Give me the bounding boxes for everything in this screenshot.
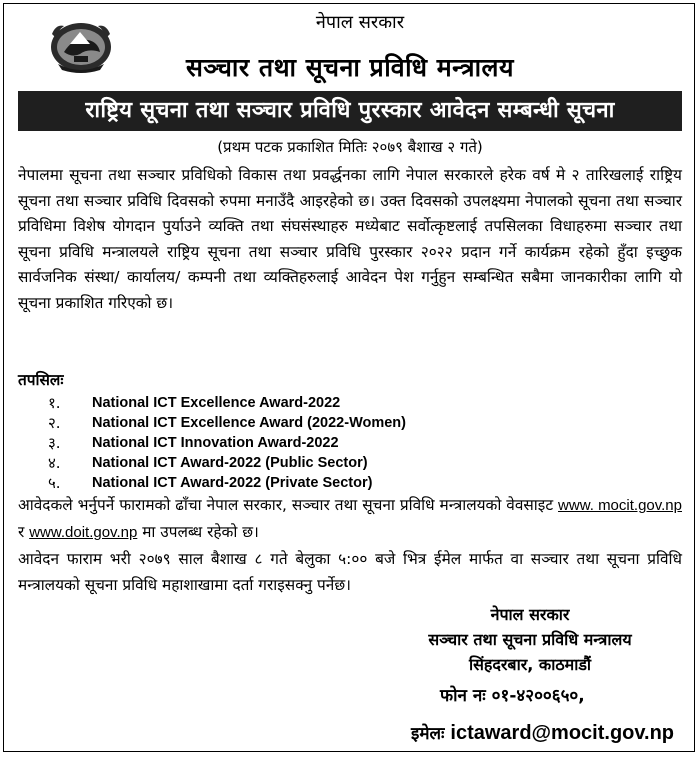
award-title: National ICT Innovation Award-2022 (92, 435, 339, 451)
award-number: ५. (48, 474, 61, 492)
phone-line (440, 683, 585, 706)
award-number: ४. (48, 454, 61, 472)
award-title: National ICT Award-2022 (Private Sector) (92, 475, 373, 491)
list-item (48, 433, 668, 453)
list-item (48, 393, 668, 413)
list-item (48, 453, 668, 473)
email-line (411, 721, 674, 745)
form-info-paragraph (18, 492, 682, 546)
list-item (48, 413, 668, 433)
form-info-text: आवेदकले भर्नुपर्ने फारामको ढाँचा नेपाल सरकार, सञ्चार तथा सूचना प्रविधि मन्त्रालयको वेवसाइट (18, 496, 559, 514)
ministry-heading: सञ्चार तथा सूचना प्रविधि मन्त्रालय (185, 53, 515, 82)
signature-address: सिंहदरबार, काठमाडौं (468, 655, 592, 674)
award-number: १. (48, 394, 61, 412)
intro-paragraph: नेपालमा सूचना तथा सञ्चार प्रविधिको विकास तथा प्रवर्द्धनका लागि नेपाल सरकारले हरेक वर्ष मे २ तारिखलाई राष्ट्रिय सूचना तथा सञ्चार प्रविधि दिवसको रुपमा मनाउँदै आइरहेको छ। उक्त दिवसको उपलक्ष्यमा नेपालको सूचना तथा सञ्चार प्रविधिमा विशेष योगदान पुर्याउने व्यक्ति तथा संघसंस्थाहरु मध्येबाट सर्वोत्कृष्टलाई तपसिलका विधाहरुमा सञ्चार तथा सूचना प्रविधि मन्त्रालयले राष्ट्रिय सूचना तथा सञ्चार प्रविधि पुरस्कार २०२२ प्रदान गर्ने कार्यक्रम रहेको हुँदा इच्छुक सार्वजनिक संस्था/ कार्यालय/ कम्पनी तथा व्यक्तिहरुलाई आवेदन पेश गर्नुहुन सम्बन्धित सबैमा जानकारीका लागि यो सूचना प्रकाशित गरिएको छ। (18, 166, 682, 312)
government-heading: नेपाल सरकार (315, 12, 405, 33)
email-address[interactable]: ictaward@mocit.gov.np (450, 722, 675, 744)
award-number: २. (48, 414, 61, 432)
publication-date: (प्रथम पटक प्रकाशित मितिः २०७९ बैशाख २ गते) (217, 138, 483, 156)
signature-block (380, 602, 680, 677)
signature-government: नेपाल सरकार (490, 605, 570, 624)
doit-website-link[interactable]: www.doit.gov.np (29, 524, 138, 541)
award-title: National ICT Award-2022 (Public Sector) (92, 455, 368, 471)
award-title: National ICT Excellence Award (2022-Women) (92, 415, 406, 431)
tapasil-label: तपसिलः (18, 371, 64, 389)
mocit-website-link[interactable]: www. mocit.gov.np (558, 497, 682, 514)
notice-body (18, 163, 682, 316)
notice-title-banner: राष्ट्रिय सूचना तथा सञ्चार प्रविधि पुरस्कार आवेदन सम्बन्धी सूचना (18, 91, 682, 131)
form-info-connector: र (18, 523, 30, 541)
phone-label: फोन नः (440, 686, 486, 706)
deadline-paragraph: आवेदन फाराम भरी २०७९ साल बैशाख ८ गते बेलुका ५:०० बजे भित्र ईमेल मार्फत वा सञ्चार तथा सूचना प्रविधि मन्त्रालयको सूचना प्रविधि महाशाखामा दर्ता गराइसक्नु पर्नेछ। (18, 550, 682, 594)
award-number: ३. (48, 434, 61, 452)
list-item (48, 473, 668, 493)
application-info (18, 492, 682, 598)
award-title: National ICT Excellence Award-2022 (92, 395, 341, 411)
signature-ministry: सञ्चार तथा सूचना प्रविधि मन्त्रालय (428, 630, 632, 649)
award-list (48, 393, 668, 493)
email-label: इमेलः (411, 724, 445, 744)
phone-number: ०१-४२००६५०, (491, 686, 585, 706)
form-info-tail: मा उपलब्ध रहेको छ। (137, 523, 259, 541)
